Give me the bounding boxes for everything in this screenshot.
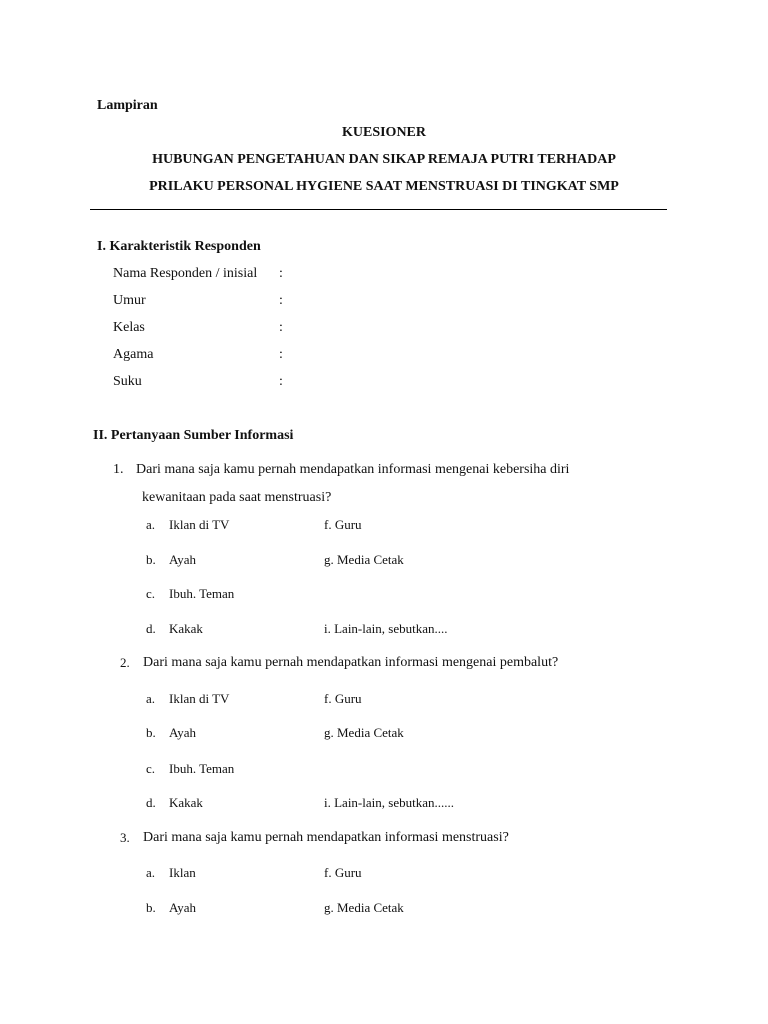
q1-option-i: i. Lain-lain, sebutkan.... [324, 621, 448, 636]
document-subtitle-line1: HUBUNGAN PENGETAHUAN DAN SIKAP REMAJA PUTRI TERHADAP [152, 152, 616, 167]
q1-option-c-letter: c. [146, 586, 156, 601]
question2-number: 2. [120, 655, 130, 670]
header-divider [90, 209, 667, 210]
q1-option-b-letter: b. [146, 552, 156, 567]
document-subtitle-line2: PRILAKU PERSONAL HYGIENE SAAT MENSTRUASI DI TINGKAT SMP [149, 179, 619, 194]
field-label-umur: Umur [113, 293, 146, 308]
q2-option-g: g. Media Cetak [324, 725, 404, 740]
q1-option-f: f. Guru [324, 517, 362, 532]
q3-option-f: f. Guru [324, 865, 362, 880]
question1-number: 1. [113, 462, 124, 477]
q1-option-d-letter: d. [146, 621, 156, 636]
q2-option-i: i. Lain-lain, sebutkan...... [324, 795, 454, 810]
field-colon-suku: : [279, 374, 283, 389]
q1-option-d-text: Kakak [169, 621, 203, 636]
field-colon-nama: : [279, 266, 283, 281]
document-title: KUESIONER [341, 125, 427, 140]
field-label-agama: Agama [113, 347, 154, 362]
q3-option-b-letter: b. [146, 900, 156, 915]
question3-number: 3. [120, 830, 130, 845]
q1-option-a-letter: a. [146, 517, 156, 532]
field-label-suku: Suku [113, 374, 142, 389]
q1-option-c-text: Ibuh. Teman [169, 586, 235, 601]
q2-option-c-text: Ibuh. Teman [169, 761, 235, 776]
question1-text-line2: kewanitaan pada saat menstruasi? [142, 490, 332, 505]
question1-text-line1: Dari mana saja kamu pernah mendapatkan informasi mengenai kebersiha diri [136, 462, 570, 477]
question2-text: Dari mana saja kamu pernah mendapatkan informasi mengenai pembalut? [143, 655, 559, 670]
q2-option-d-text: Kakak [169, 795, 203, 810]
question3-text: Dari mana saja kamu pernah mendapatkan informasi menstruasi? [143, 830, 509, 845]
q1-option-g: g. Media Cetak [324, 552, 404, 567]
q2-option-c-letter: c. [146, 761, 156, 776]
field-colon-umur: : [279, 293, 283, 308]
field-label-nama: Nama Responden / inisial [113, 266, 258, 281]
q3-option-a-letter: a. [146, 865, 156, 880]
q2-option-d-letter: d. [146, 795, 156, 810]
field-label-kelas: Kelas [113, 320, 145, 335]
q2-option-f: f. Guru [324, 691, 362, 706]
lampiran-label: Lampiran [97, 98, 158, 113]
q2-option-b-text: Ayah [169, 725, 196, 740]
q2-option-a-letter: a. [146, 691, 156, 706]
section2-heading: II. Pertanyaan Sumber Informasi [93, 428, 294, 443]
q1-option-b-text: Ayah [169, 552, 196, 567]
field-colon-kelas: : [279, 320, 283, 335]
q2-option-b-letter: b. [146, 725, 156, 740]
q3-option-g: g. Media Cetak [324, 900, 404, 915]
section1-heading: I. Karakteristik Responden [97, 239, 261, 254]
q3-option-a-text: Iklan [169, 865, 196, 880]
q2-option-a-text: Iklan di TV [169, 691, 230, 706]
q3-option-b-text: Ayah [169, 900, 196, 915]
q1-option-a-text: Iklan di TV [169, 517, 230, 532]
field-colon-agama: : [279, 347, 283, 362]
